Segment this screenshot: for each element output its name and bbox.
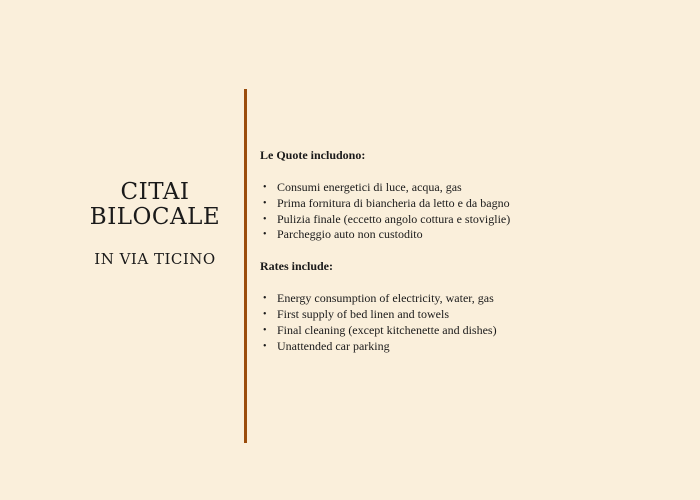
vertical-divider (244, 89, 247, 443)
list-item-text: Energy consumption of electricity, water, gas (277, 291, 494, 306)
bullet-icon: • (263, 197, 267, 209)
english-heading: Rates include: (260, 259, 333, 274)
bullet-icon: • (263, 340, 267, 352)
bullet-icon: • (263, 308, 267, 320)
list-item-text: Pulizia finale (eccetto angolo cottura e stoviglie) (277, 211, 511, 226)
property-address: IN VIA TICINO (94, 250, 216, 268)
list-item-text: First supply of bed linen and towels (277, 306, 449, 321)
list-item-text: Final cleaning (except kitchenette and dishes) (277, 322, 497, 337)
bullet-icon: • (263, 213, 267, 225)
list-item-text: Parcheggio auto non custodito (277, 227, 423, 242)
italian-list (260, 180, 680, 243)
bullet-icon: • (263, 182, 267, 193)
property-title-block (60, 180, 250, 268)
list-item (260, 323, 680, 339)
italian-heading: Le Quote includono: (260, 148, 366, 162)
list-item (260, 291, 680, 307)
list-item-text: Prima fornitura di biancheria da letto e da bagno (277, 195, 510, 210)
list-item (260, 196, 680, 212)
list-item (260, 227, 680, 243)
list-item-text: Unattended car parking (277, 338, 390, 353)
property-title-line-2: BILOCALE (89, 204, 221, 230)
list-item (260, 180, 680, 196)
list-item (260, 212, 680, 228)
list-item (260, 339, 680, 355)
property-title-line-1: CITAI (120, 179, 190, 205)
bullet-icon: • (263, 229, 267, 241)
rates-panel (260, 146, 680, 354)
english-list (260, 291, 680, 354)
list-item-text: Consumi energetici di luce, acqua, gas (277, 180, 462, 194)
bullet-icon: • (263, 293, 267, 305)
list-item (260, 307, 680, 323)
bullet-icon: • (263, 324, 267, 336)
